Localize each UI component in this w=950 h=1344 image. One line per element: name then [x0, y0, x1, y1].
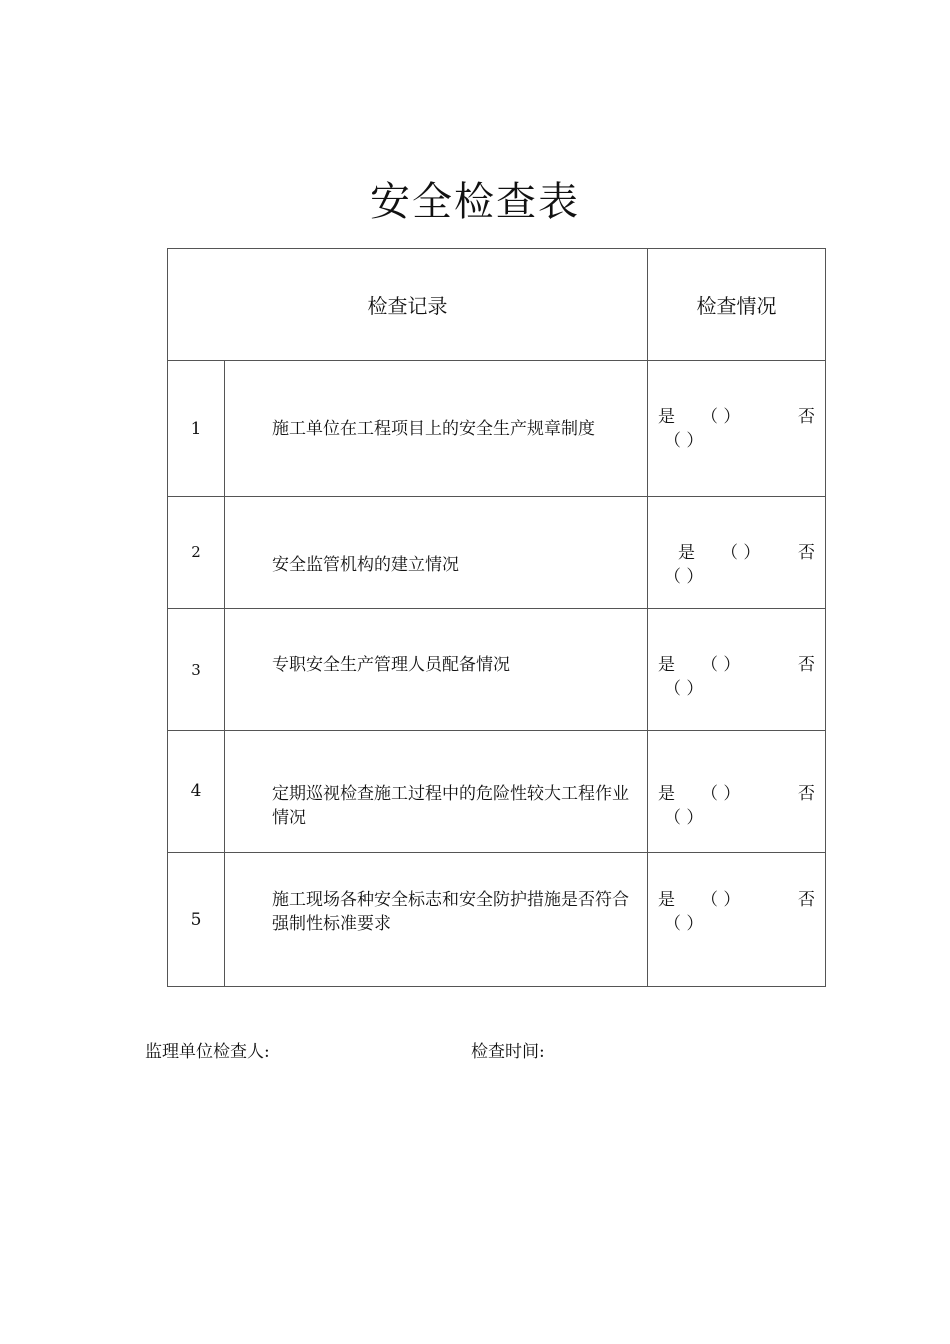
yes-checkbox[interactable]: （ ）	[701, 889, 741, 910]
yes-label: 是	[678, 542, 695, 563]
row-number: 5	[168, 853, 225, 987]
no-label: 否	[798, 406, 815, 427]
no-checkbox[interactable]: （ ）	[664, 913, 704, 934]
row-item: 安全监管机构的建立情况	[225, 497, 648, 609]
yes-checkbox[interactable]: （ ）	[701, 783, 741, 804]
row-number: 2	[168, 497, 225, 609]
row-number: 1	[168, 361, 225, 497]
no-checkbox[interactable]: （ ）	[664, 566, 704, 587]
row-item: 施工现场各种安全标志和安全防护措施是否符合强制性标准要求	[225, 853, 648, 987]
inspection-time-label: 检查时间:	[471, 1042, 545, 1062]
table-row	[168, 609, 826, 731]
table-header-row	[168, 249, 826, 361]
header-check-record: 检查记录	[168, 249, 648, 361]
no-label: 否	[798, 654, 815, 675]
safety-checklist-table	[167, 248, 826, 987]
row-number: 3	[168, 609, 225, 731]
yes-label: 是	[658, 889, 675, 910]
row-item: 专职安全生产管理人员配备情况	[225, 609, 648, 731]
yes-checkbox[interactable]: （ ）	[701, 654, 741, 675]
header-check-status: 检查情况	[648, 249, 826, 361]
yes-checkbox[interactable]: （ ）	[701, 406, 741, 427]
row-status	[648, 853, 826, 987]
yes-label: 是	[658, 406, 675, 427]
no-label: 否	[798, 889, 815, 910]
row-item: 施工单位在工程项目上的安全生产规章制度	[225, 361, 648, 497]
no-checkbox[interactable]: （ ）	[664, 430, 704, 451]
no-label: 否	[798, 783, 815, 804]
yes-checkbox[interactable]: （ ）	[721, 542, 761, 563]
no-label: 否	[798, 542, 815, 563]
row-status	[648, 731, 826, 853]
no-checkbox[interactable]: （ ）	[664, 807, 704, 828]
row-status	[648, 497, 826, 609]
no-checkbox[interactable]: （ ）	[664, 678, 704, 699]
table-row	[168, 361, 826, 497]
row-status	[648, 609, 826, 731]
table-row	[168, 731, 826, 853]
table-row	[168, 853, 826, 987]
row-item: 定期巡视检查施工过程中的危险性较大工程作业情况	[225, 731, 648, 853]
inspector-label: 监理单位检查人:	[145, 1042, 270, 1062]
table-row	[168, 497, 826, 609]
yes-label: 是	[658, 654, 675, 675]
page-title: 安全检查表	[370, 179, 580, 225]
row-number: 4	[168, 731, 225, 853]
row-status	[648, 361, 826, 497]
yes-label: 是	[658, 783, 675, 804]
